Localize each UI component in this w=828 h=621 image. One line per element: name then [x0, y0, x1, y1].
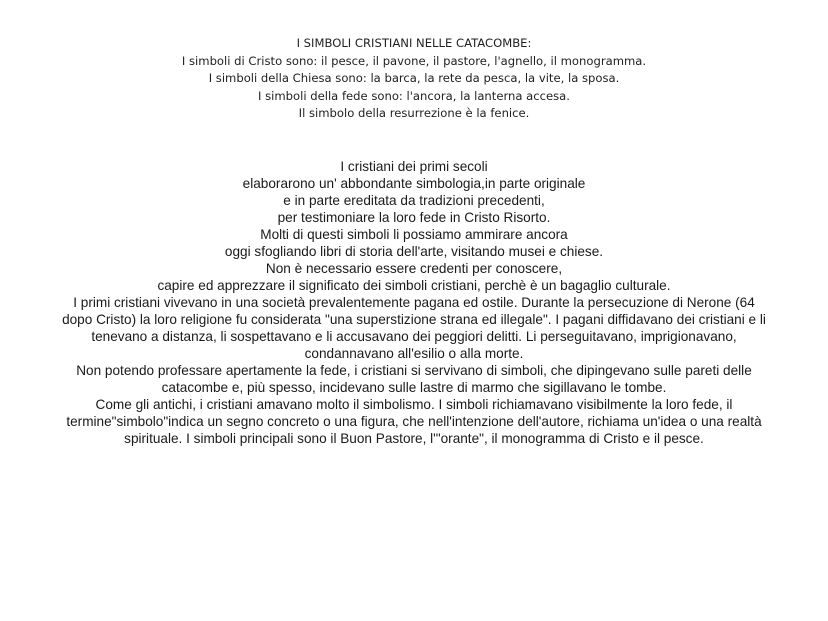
header-line: I simboli della Chiesa sono: la barca, la rete da pesca, la vite, la sposa. — [208, 71, 620, 86]
header-line: I simboli di Cristo sono: il pesce, il pavone, il pastore, l'agnello, il monogramma. — [181, 53, 647, 68]
paragraph: I primi cristiani vivevano in una società prevalentemente pagana ed ostile. Durante la persecuzione di Nerone (64 dopo Cristo) la loro religione fu considerata "una superstizione strana ed illegale". I pagani diffidavano dei cristiani e li tenevano a distanza, li sospettavano e li accusavano dei peggiori delitti. Li perseguitavano, imprigionavano, condannavano all'esilio o alla morte. — [62, 295, 766, 361]
body-text — [60, 158, 768, 447]
paragraph: Come gli antichi, i cristiani amavano molto il simbolismo. I simboli richiamavano visibilmente la loro fede, il termine"simbolo"indica un segno concreto o una figura, che nell'intenzione dell'autore, richiama un'idea o una realtà spirituale. I simboli principali sono il Buon Pastore, l'"orante", il monogramma di Cristo e il pesce. — [66, 397, 762, 446]
body-line: capire ed apprezzare il significato dei simboli cristiani, perchè è un bagaglio culturale. — [157, 278, 671, 293]
header-line: Il simbolo della resurrezione è la fenice. — [298, 106, 530, 121]
header-block — [0, 35, 828, 123]
body-line: Molti di questi simboli li possiamo ammirare ancora — [260, 227, 568, 242]
body-line: e in parte ereditata da tradizioni precedenti, — [283, 193, 545, 208]
body-line: I cristiani dei primi secoli — [340, 159, 488, 174]
page-title: I SIMBOLI CRISTIANI NELLE CATACOMBE: — [296, 36, 532, 50]
paragraph: Non potendo professare apertamente la fede, i cristiani si servivano di simboli, che dipingevano sulle pareti delle catacombe e, più spesso, incidevano sulle lastre di marmo che sigillavano le tombe. — [76, 363, 752, 395]
body-line: per testimoniare la loro fede in Cristo Risorto. — [277, 210, 551, 225]
body-line: elaborarono un' abbondante simbologia,in parte originale — [242, 176, 586, 191]
header-line: I simboli della fede sono: l'ancora, la lanterna accesa. — [258, 88, 570, 103]
body-line: Non è necessario essere credenti per conoscere, — [265, 261, 563, 276]
body-line: oggi sfogliando libri di storia dell'arte, visitando musei e chiese. — [224, 244, 604, 259]
